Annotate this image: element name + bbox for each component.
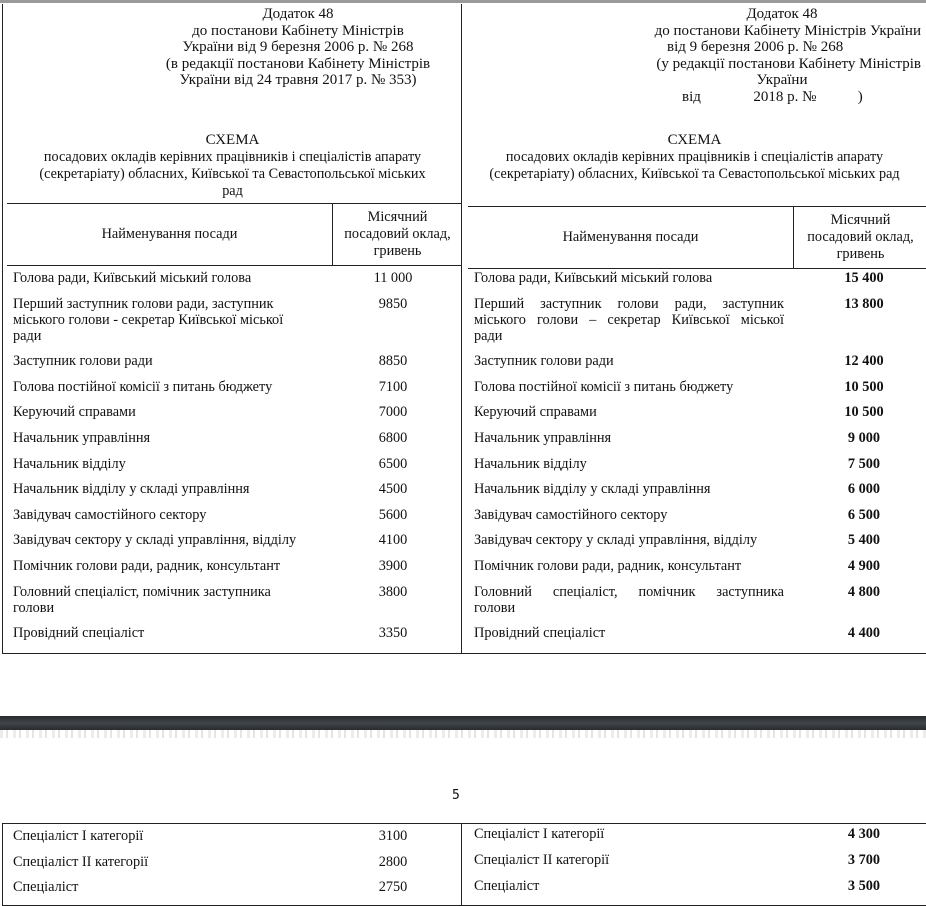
column-header-position: Найменування посади — [562, 229, 699, 245]
position-name — [13, 625, 318, 641]
position-name-line: ради — [474, 327, 503, 344]
salary-table-body — [474, 826, 924, 905]
salary-value: 7000 — [378, 404, 408, 421]
salary-value: 6 500 — [847, 506, 881, 523]
salary-value: 3 500 — [847, 878, 881, 895]
position-name-line: міського голови - секретар Київської міської — [13, 311, 284, 328]
appendix-header — [153, 6, 443, 89]
header-line: до постанови Кабінету Міністрів — [192, 22, 404, 39]
position-name-line: Завідувач самостійного сектору — [474, 506, 668, 523]
salary-value: 6800 — [378, 429, 408, 446]
position-name — [474, 296, 784, 344]
position-name-line: Спеціаліст I категорії — [13, 828, 144, 844]
table-row — [13, 507, 458, 533]
schema-line: посадових окладів керівних працівників і спеціалістів апарату — [43, 149, 422, 165]
position-name — [474, 852, 784, 868]
position-name-line: Спеціаліст II категорії — [474, 852, 610, 869]
header-line: Додаток 48 — [746, 6, 818, 22]
header-line: (у редакції постанови Кабінету Міністрів — [656, 55, 921, 72]
salary-value: 3100 — [378, 828, 408, 844]
schema-title: СХЕМА — [205, 132, 260, 148]
table-row — [13, 456, 458, 482]
position-name-line: міського голови – секретар Київської міської — [474, 311, 784, 328]
position-name — [13, 481, 318, 497]
table-row — [474, 878, 924, 904]
salary-header-line: посадовий оклад, — [807, 229, 914, 245]
salary-value: 5600 — [378, 506, 408, 523]
column-current-edition-continued — [2, 823, 461, 906]
appendix-header — [637, 6, 926, 106]
page-number: 5 — [452, 788, 460, 803]
position-name — [474, 558, 784, 574]
column-new-edition-continued — [461, 823, 926, 906]
document-page-1 — [0, 4, 926, 654]
position-name-line: Голова постійної комісії з питань бюджету — [474, 378, 734, 395]
salary-value: 4100 — [378, 532, 408, 549]
position-name-line: Помічник голови ради, радник, консультант — [474, 557, 742, 574]
salary-value: 12 400 — [844, 353, 884, 370]
position-name — [13, 296, 318, 344]
position-name — [474, 584, 784, 616]
header-line: Додаток 48 — [262, 6, 334, 22]
salary-table-body — [474, 270, 924, 651]
table-row — [13, 532, 458, 558]
schema-heading — [3, 132, 462, 200]
schema-heading — [462, 132, 926, 183]
position-name-line: Начальник відділу у складі управління — [474, 481, 711, 498]
position-name-line: Заступник голови ради — [474, 353, 614, 370]
table-row — [474, 296, 924, 354]
position-name-line: Завідувач сектору у складі управління, відділу — [474, 532, 758, 549]
scan-artifact — [0, 730, 926, 738]
salary-value: 13 800 — [844, 295, 884, 312]
table-row — [474, 379, 924, 405]
position-name — [474, 404, 784, 420]
salary-header-line: Місячний — [367, 209, 428, 225]
header-line: від 2018 р. № ) — [682, 88, 863, 105]
position-name — [474, 826, 784, 842]
position-name — [13, 353, 318, 369]
position-name — [13, 456, 318, 472]
position-name-line: голови — [13, 599, 55, 616]
position-name-line: Голова ради, Київський міський голова — [474, 270, 713, 286]
position-name — [474, 353, 784, 369]
schema-line: посадових окладів керівних працівників і спеціалістів апарату — [505, 149, 884, 165]
position-name-line: ради — [13, 327, 42, 344]
table-row — [13, 558, 458, 584]
table-row — [13, 296, 458, 354]
salary-value: 9850 — [378, 295, 408, 312]
table-row — [474, 481, 924, 507]
position-name — [474, 270, 784, 286]
position-name-line: Провідний спеціаліст — [474, 625, 606, 642]
table-row — [13, 879, 458, 905]
position-name — [13, 854, 318, 870]
salary-value: 3350 — [378, 625, 408, 642]
position-name — [13, 828, 318, 844]
salary-table-body — [13, 270, 458, 651]
salary-value: 4 300 — [847, 826, 881, 842]
header-line: (в редакції постанови Кабінету Міністрів — [165, 55, 431, 72]
schema-title: СХЕМА — [667, 132, 722, 148]
document-page-2 — [0, 823, 926, 906]
salary-value: 3800 — [378, 583, 408, 600]
salary-value: 9 000 — [847, 429, 881, 446]
salary-value: 2750 — [378, 879, 408, 896]
position-name-line: Начальник управління — [474, 429, 612, 446]
salary-value: 11 000 — [373, 270, 413, 286]
position-name-line: Голова постійної комісії з питань бюджету — [13, 378, 273, 395]
position-name — [13, 532, 318, 548]
table-row — [13, 625, 458, 651]
salary-value: 3 700 — [847, 852, 881, 869]
salary-value: 10 500 — [844, 404, 884, 421]
table-row — [474, 625, 924, 651]
salary-value: 4500 — [378, 481, 408, 498]
table-row — [474, 270, 924, 296]
page-break-separator — [0, 716, 926, 730]
position-name — [474, 430, 784, 446]
schema-line: рад — [222, 183, 243, 199]
position-name — [13, 507, 318, 523]
column-header-salary — [332, 204, 462, 265]
salary-value: 4 800 — [847, 583, 881, 600]
salary-value: 6 000 — [847, 481, 881, 498]
table-row — [474, 584, 924, 626]
column-current-edition — [2, 4, 461, 654]
position-name — [474, 878, 784, 894]
column-header-position: Найменування посади — [101, 226, 238, 242]
position-name — [474, 625, 784, 641]
position-name-line: Спеціаліст II категорії — [13, 853, 149, 870]
position-name-line: Спеціаліст I категорії — [474, 826, 605, 842]
position-name-line: Керуючий справами — [13, 404, 136, 421]
salary-value: 8850 — [378, 353, 408, 370]
position-name-line: Перший заступник голови ради, заступник — [13, 295, 274, 312]
position-name-line: Начальник відділу у складі управління — [13, 481, 250, 498]
table-row — [474, 507, 924, 533]
position-name-line: Спеціаліст — [13, 879, 79, 896]
position-name-line: Завідувач сектору у складі управління, відділу — [13, 532, 297, 549]
position-name-line: Помічник голови ради, радник, консультант — [13, 557, 281, 574]
salary-header-line: гривень — [836, 246, 885, 262]
table-row — [474, 404, 924, 430]
table-row — [13, 430, 458, 456]
salary-value: 3900 — [378, 557, 408, 574]
position-name-line: Голова ради, Київський міський голова — [13, 270, 252, 286]
position-name-line: Провідний спеціаліст — [13, 625, 145, 642]
position-name — [13, 270, 318, 286]
table-row — [474, 532, 924, 558]
position-name — [13, 584, 318, 616]
position-name-line: Заступник голови ради — [13, 353, 153, 370]
schema-line: (секретаріату) обласних, Київської та Севастопольської міських рад — [489, 166, 900, 182]
header-line: до постанови Кабінету Міністрів України — [654, 22, 921, 39]
position-name-line: Начальник відділу — [474, 455, 587, 472]
header-line: від 9 березня 2006 р. № 268 — [667, 39, 844, 56]
schema-line: (секретаріату) обласних, Київської та Севастопольської міських — [39, 166, 426, 182]
salary-value: 15 400 — [844, 270, 884, 286]
position-name-line: Спеціаліст — [474, 878, 540, 895]
header-line: України — [756, 72, 808, 89]
table-row — [13, 353, 458, 379]
position-name — [13, 879, 318, 895]
salary-value: 7 500 — [847, 455, 881, 472]
page-top-edge — [0, 0, 926, 3]
column-new-edition — [461, 4, 926, 654]
header-line: України від 24 травня 2017 р. № 353) — [179, 72, 417, 89]
position-name — [13, 404, 318, 420]
salary-value: 7100 — [378, 378, 408, 395]
salary-value: 10 500 — [844, 378, 884, 395]
position-name — [474, 532, 784, 548]
salary-header-line: гривень — [373, 243, 422, 259]
table-row — [13, 854, 458, 880]
position-name-line: Перший заступник голови ради, заступник — [474, 295, 784, 312]
position-name-line: голови — [474, 599, 516, 616]
position-name — [13, 379, 318, 395]
table-row — [474, 852, 924, 878]
salary-table-body — [13, 828, 458, 905]
salary-header-line: Місячний — [830, 212, 891, 228]
salary-value: 2800 — [378, 853, 408, 870]
table-header — [7, 203, 462, 266]
table-row — [474, 353, 924, 379]
table-row — [474, 826, 924, 852]
table-row — [474, 430, 924, 456]
table-row — [474, 558, 924, 584]
salary-header-line: посадовий оклад, — [344, 226, 451, 242]
table-row — [13, 270, 458, 296]
position-name-line: Начальник відділу — [13, 455, 126, 472]
position-name — [13, 430, 318, 446]
column-header-salary — [793, 207, 926, 268]
position-name — [474, 379, 784, 395]
table-row — [13, 379, 458, 405]
table-row — [13, 404, 458, 430]
position-name — [474, 507, 784, 523]
position-name — [474, 481, 784, 497]
table-row — [13, 584, 458, 626]
table-row — [13, 481, 458, 507]
table-row — [13, 828, 458, 854]
position-name-line: Начальник управління — [13, 429, 151, 446]
salary-value: 4 900 — [847, 557, 881, 574]
position-name-line: Керуючий справами — [474, 404, 597, 421]
position-name-line: Завідувач самостійного сектору — [13, 506, 207, 523]
position-name — [13, 558, 318, 574]
table-header — [468, 206, 926, 269]
position-name-line: Головний спеціаліст, помічник заступника — [13, 583, 271, 600]
salary-value: 6500 — [378, 455, 408, 472]
header-line: України від 9 березня 2006 р. № 268 — [182, 39, 414, 56]
salary-value: 5 400 — [847, 532, 881, 549]
salary-value: 4 400 — [847, 625, 881, 642]
table-row — [474, 456, 924, 482]
position-name — [474, 456, 784, 472]
position-name-line: Головний спеціаліст, помічник заступника — [474, 583, 784, 600]
